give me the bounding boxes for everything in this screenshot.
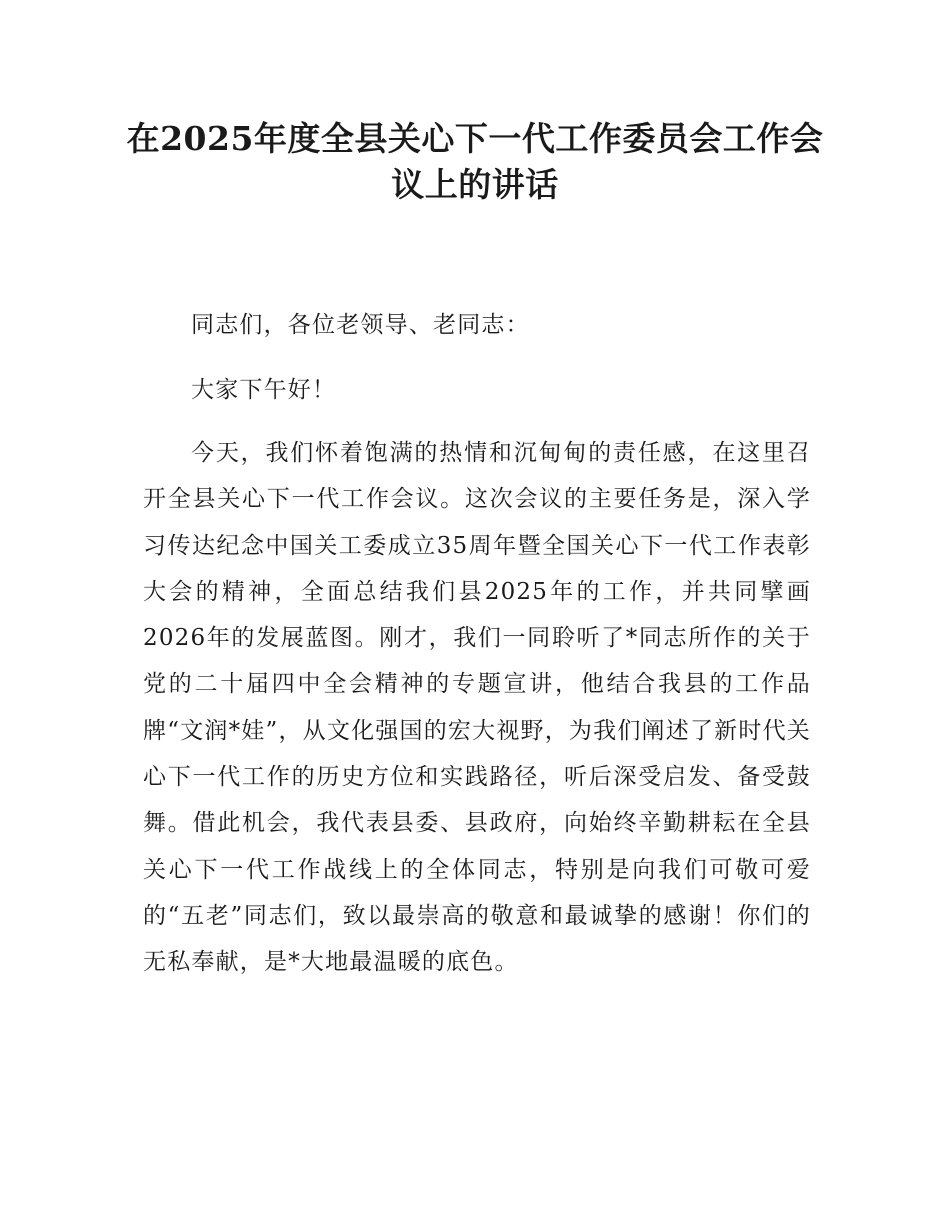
body-paragraph: 今天，我们怀着饱满的热情和沉甸甸的责任感，在这里召开全县关心下一代工作会议。这次会议的主要任务是，深入学习传达纪念中国关工委成立35周年暨全国关心下一代工作表彰大会的精神，全面总结我们县2025年的工作，并共同擘画2026年的发展蓝图。刚才，我们一同聆听了*同志所作的关于党的二十届四中全会精神的专题宣讲，他结合我县的工作品牌“文润*娃”，从文化强国的宏大视野，为我们阐述了新时代关心下一代工作的历史方位和实践路径，听后深受启发、备受鼓舞。借此机会，我代表县委、县政府，向始终辛勤耕耘在全县关心下一代工作战线上的全体同志，特别是向我们可敬可爱的“五老”同志们，致以最崇高的敬意和最诚挚的感谢！你们的无私奉献，是*大地最温暖的底色。 <box>143 440 811 976</box>
salutation: 同志们，各位老领导、老同志： <box>191 312 530 338</box>
greeting: 大家下午好！ <box>191 377 337 403</box>
document-title: 在2025年度全县关心下一代工作委员会工作会议上的讲话 <box>126 119 824 204</box>
